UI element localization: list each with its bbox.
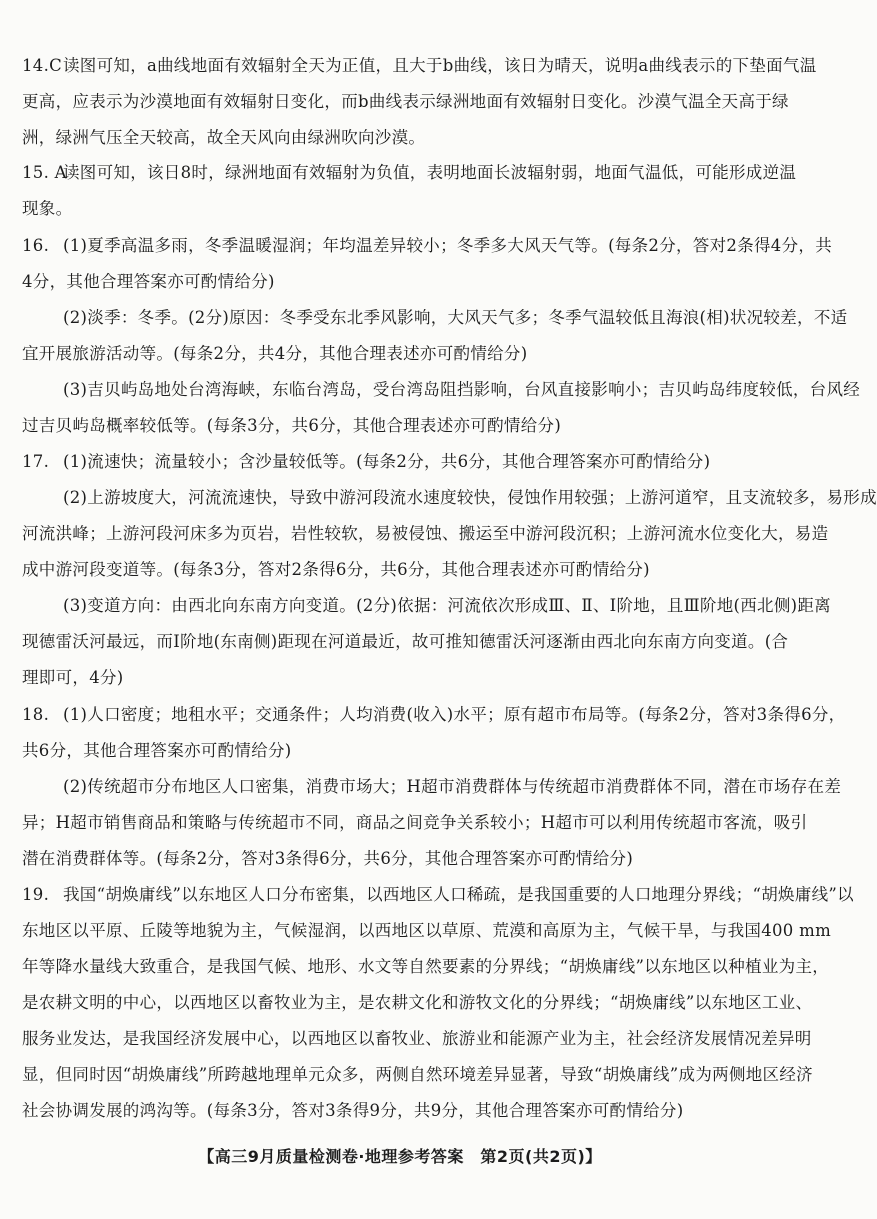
answer-line: 理即可，4分) bbox=[22, 668, 124, 687]
answer-line: 东地区以平原、丘陵等地貌为主，气候湿润，以西地区以草原、荒漠和高原为主，气候干旱，与我国400 mm bbox=[22, 921, 832, 940]
answer-line: 年等降水量线大致重合，是我国气候、地形、水文等自然要素的分界线；“胡焕庸线”以东地区以种植业为主， bbox=[22, 957, 830, 976]
answer-line: 社会协调发展的鸿沟等。(每条3分，答对3条得9分，共9分，其他合理答案亦可酌情给分) bbox=[22, 1101, 684, 1120]
answer-line: 洲，绿洲气压全天较高，故全天风向由绿洲吹向沙漠。 bbox=[22, 128, 426, 147]
question-number: 17. bbox=[22, 452, 50, 471]
page-footer: 【高三9月质量检测卷·地理参考答案 第2页(共2页)】 bbox=[198, 1147, 602, 1166]
question-number: 14.C bbox=[22, 56, 63, 75]
answer-line: 服务业发达，是我国经济发展中心，以西地区以畜牧业、旅游业和能源产业为主，社会经济发展情况差异明 bbox=[22, 1029, 812, 1048]
answer-19 bbox=[22, 877, 854, 1129]
answer-16 bbox=[22, 228, 861, 444]
answer-15 bbox=[22, 155, 797, 227]
answer-line: (2)上游坡度大，河流流速快，导致中游河段流水速度较快，侵蚀作用较强；上游河道窄，且支流较多，易形成 bbox=[63, 488, 877, 507]
answer-18 bbox=[22, 697, 846, 877]
answer-line: 宜开展旅游活动等。(每条2分，共4分，其他合理表述亦可酌情给分) bbox=[22, 344, 528, 363]
answer-line: 15. A读图可知，该日8时，绿洲地面有效辐射为负值，表明地面长波辐射弱，地面气温低，可能形成逆温 bbox=[22, 155, 786, 191]
answer-line: 现象。 bbox=[22, 199, 73, 218]
answer-line: 现德雷沃河最远，而Ⅰ阶地(东南侧)距现在河道最近，故可推知德雷沃河逐渐由西北向东南方向变道。(合 bbox=[22, 632, 789, 651]
answer-line: 19. 我国“胡焕庸线”以东地区人口分布密集，以西地区人口稀疏，是我国重要的人口地理分界线；“胡焕庸线”以 bbox=[22, 877, 786, 913]
question-number: 16. bbox=[22, 236, 50, 255]
answer-line: (3)吉贝屿岛地处台湾海峡，东临台湾岛，受台湾岛阻挡影响，台风直接影响小；吉贝屿岛纬度较低，台风经 bbox=[63, 380, 861, 399]
answer-line: 异；H超市销售商品和策略与传统超市不同，商品之间竞争关系较小；H超市可以利用传统超市客流，吸引 bbox=[22, 813, 808, 832]
answer-line: 18. (1)人口密度；地租水平；交通条件；人均消费(收入)水平；原有超市布局等。(每条2分，答对3条得6分， bbox=[22, 697, 786, 733]
answer-line: 共6分，其他合理答案亦可酌情给分) bbox=[22, 741, 292, 760]
answer-line: 17. (1)流速快；流量较小；含沙量较低等。(每条2分，共6分，其他合理答案亦可酌情给分) bbox=[22, 444, 786, 480]
answer-line: (3)变道方向：由西北向东南方向变道。(2分)依据：河流依次形成Ⅲ、Ⅱ、Ⅰ阶地，且Ⅲ阶地(西北侧)距离 bbox=[63, 596, 831, 615]
answer-line: (2)淡季：冬季。(2分)原因：冬季受东北季风影响，大风天气多；冬季气温较低且海浪(相)状况较差，不适 bbox=[63, 308, 848, 327]
question-number: 18. bbox=[22, 705, 50, 724]
answer-line: 4分，其他合理答案亦可酌情给分) bbox=[22, 272, 275, 291]
question-number: 19. bbox=[22, 885, 50, 904]
answer-line: 成中游河段变道等。(每条3分，答对2条得6分，共6分，其他合理表述亦可酌情给分) bbox=[22, 560, 650, 579]
answer-line: 显，但同时因“胡焕庸线”所跨越地理单元众多，两侧自然环境差异显著，导致“胡焕庸线”成为两侧地区经济 bbox=[22, 1065, 813, 1084]
answer-line: 16. (1)夏季高温多雨，冬季温暖湿润；年均温差异较小；冬季多大风天气等。(每条2分，答对2条得4分，共 bbox=[22, 228, 786, 264]
answer-17 bbox=[22, 444, 877, 696]
question-number: 15. A bbox=[22, 163, 67, 182]
answer-line: 更高，应表示为沙漠地面有效辐射日变化，而b曲线表示绿洲地面有效辐射日变化。沙漠气温全天高于绿 bbox=[22, 92, 789, 111]
answer-line: (2)传统超市分布地区人口密集，消费市场大；H超市消费群体与传统超市消费群体不同，潜在市场存在差 bbox=[63, 777, 842, 796]
answer-line: 过吉贝屿岛概率较低等。(每条3分，共6分，其他合理表述亦可酌情给分) bbox=[22, 416, 562, 435]
answer-line: 14.C读图可知，a曲线地面有效辐射全天为正值，且大于b曲线，该日为晴天，说明a曲线表示的下垫面气温 bbox=[22, 48, 786, 84]
answer-line: 河流洪峰；上游河段河床多为页岩，岩性较软，易被侵蚀、搬运至中游河段沉积；上游河流水位变化大，易造 bbox=[22, 524, 829, 543]
answer-line: 潜在消费群体等。(每条2分，答对3条得6分，共6分，其他合理答案亦可酌情给分) bbox=[22, 849, 634, 868]
answer-14 bbox=[22, 48, 817, 156]
answer-line: 是农耕文明的中心，以西地区以畜牧业为主，是农耕文化和游牧文化的分界线；“胡焕庸线”以东地区工业、 bbox=[22, 993, 813, 1012]
